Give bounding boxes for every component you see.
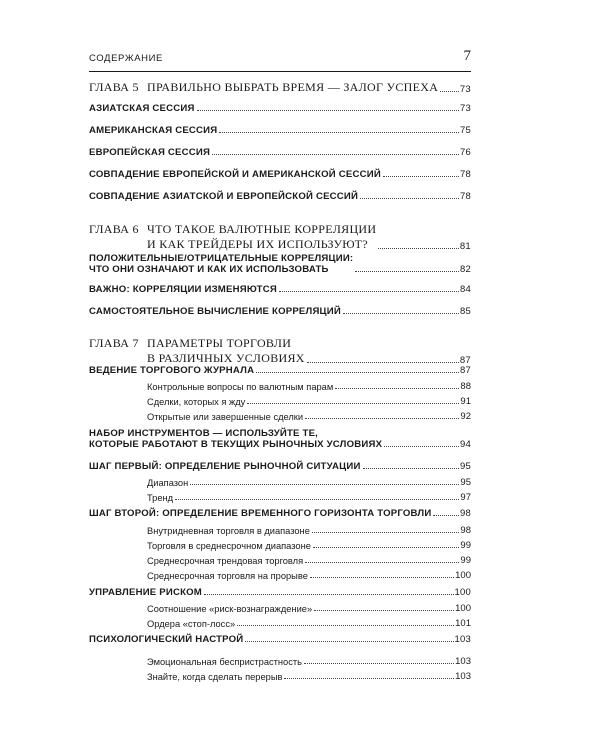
dot-leader xyxy=(245,640,453,642)
dot-leader xyxy=(355,270,459,272)
dot-leader xyxy=(335,387,459,389)
dot-leader xyxy=(305,561,459,563)
toc-subentry-title: Тренд xyxy=(147,493,174,503)
toc-page: 98 xyxy=(460,508,471,519)
toc-entry[interactable] xyxy=(89,365,471,376)
dot-leader xyxy=(247,402,459,404)
dot-leader xyxy=(219,131,459,133)
dot-leader xyxy=(197,109,459,111)
chapter-title-line1: ЧТО ТАКОЕ ВАЛЮТНЫЕ КОРРЕЛЯЦИИ xyxy=(147,222,377,236)
toc-entry[interactable] xyxy=(89,253,471,275)
toc-entry[interactable] xyxy=(89,191,471,202)
chapter-number: ГЛАВА 5 xyxy=(89,80,139,94)
toc-chapter-5[interactable] xyxy=(89,80,471,95)
toc-subentry-title: Контрольные вопросы по валютным парам xyxy=(147,382,334,392)
toc-page: 99 xyxy=(460,540,471,551)
toc-page: 87 xyxy=(460,365,471,376)
toc-entry-title: СОВПАДЕНИЕ ЕВРОПЕЙСКОЙ И АМЕРИКАНСКОЙ СЕССИЙ xyxy=(89,169,381,180)
toc-entry[interactable] xyxy=(89,634,471,645)
toc-page: 76 xyxy=(460,147,471,158)
dot-leader xyxy=(305,417,459,419)
toc-subentry[interactable] xyxy=(147,411,471,422)
dot-leader xyxy=(307,361,459,363)
toc-page: 103 xyxy=(455,671,471,682)
toc-page: 84 xyxy=(460,284,471,295)
toc-entry[interactable] xyxy=(89,461,471,472)
toc-page: 94 xyxy=(460,439,471,450)
toc-entry-title-line1: ПОЛОЖИТЕЛЬНЫЕ/ОТРИЦАТЕЛЬНЫЕ КОРРЕЛЯЦИИ: xyxy=(89,253,354,264)
toc-subentry-title: Среднесрочная трендовая торговля xyxy=(147,556,304,566)
toc-entry-title-line2: КОТОРЫЕ РАБОТАЮТ В ТЕКУЩИХ РЫНОЧНЫХ УСЛОВИЯХ xyxy=(89,439,383,450)
dot-leader xyxy=(279,290,459,292)
toc-page: 75 xyxy=(460,125,471,136)
dot-leader xyxy=(378,247,458,249)
toc-page: 85 xyxy=(460,306,471,317)
toc-page: 88 xyxy=(460,381,471,392)
dot-leader xyxy=(384,445,459,447)
toc-subentry[interactable] xyxy=(147,381,471,392)
toc-entry-title-line1: НАБОР ИНСТРУМЕНТОВ — ИСПОЛЬЗУЙТЕ ТЕ, xyxy=(89,428,319,439)
toc-subentry[interactable] xyxy=(147,492,471,503)
chapter-title-line2: И КАК ТРЕЙДЕРЫ ИХ ИСПОЛЬЗУЮТ? xyxy=(147,237,368,251)
toc-entry[interactable] xyxy=(89,508,471,519)
toc-page: 99 xyxy=(460,555,471,566)
toc-chapter-6[interactable] xyxy=(89,222,471,252)
toc-page: 73 xyxy=(460,103,471,114)
dot-leader xyxy=(284,677,454,679)
toc-subentry[interactable] xyxy=(147,656,471,667)
toc-entry-title: ШАГ ВТОРОЙ: ОПРЕДЕЛЕНИЕ ВРЕМЕННОГО ГОРИЗОНТА ТОРГОВЛИ xyxy=(89,508,432,519)
toc-entry-title: АМЕРИКАНСКАЯ СЕССИЯ xyxy=(89,125,218,136)
toc-page: 103 xyxy=(454,634,471,645)
dot-leader xyxy=(256,371,459,373)
toc-page: 97 xyxy=(460,492,471,503)
toc-entry-title: ВЕДЕНИЕ ТОРГОВОГО ЖУРНАЛА xyxy=(89,365,255,376)
dot-leader xyxy=(237,624,454,626)
toc-entry-title: АЗИАТСКАЯ СЕССИЯ xyxy=(89,103,195,114)
toc-subentry-title: Открытые или завершенные сделки xyxy=(147,412,304,422)
toc-subentry[interactable] xyxy=(147,671,471,682)
dot-leader xyxy=(440,90,459,92)
toc-subentry[interactable] xyxy=(147,540,471,551)
header-rule xyxy=(89,71,471,72)
toc-entry[interactable] xyxy=(89,103,471,114)
toc-page: 73 xyxy=(459,84,471,95)
toc-chapter-7[interactable] xyxy=(89,336,471,366)
toc-subentry-title: Сделки, которых я жду xyxy=(147,397,246,407)
toc-entry-title: ШАГ ПЕРВЫЙ: ОПРЕДЕЛЕНИЕ РЫНОЧНОЙ СИТУАЦИИ xyxy=(89,461,361,472)
toc-entry-title: ВАЖНО: КОРРЕЛЯЦИИ ИЗМЕНЯЮТСЯ xyxy=(89,284,277,295)
chapter-title: ПРАВИЛЬНО ВЫБРАТЬ ВРЕМЯ — ЗАЛОГ УСПЕХА xyxy=(147,80,439,94)
toc-subentry[interactable] xyxy=(147,477,471,488)
chapter-title-line2: В РАЗЛИЧНЫХ УСЛОВИЯХ xyxy=(147,351,305,365)
toc-subentry-title: Торговля в среднесрочном диапазоне xyxy=(147,541,311,551)
toc-page: 81 xyxy=(459,241,471,252)
dot-leader xyxy=(363,467,459,469)
toc-entry-title: ПСИХОЛОГИЧЕСКИЙ НАСТРОЙ xyxy=(89,634,244,645)
dot-leader xyxy=(212,153,459,155)
toc-subentry[interactable] xyxy=(147,525,471,536)
toc-subentry-title: Диапазон xyxy=(147,478,189,488)
toc-entry[interactable] xyxy=(89,428,471,450)
dot-leader xyxy=(383,175,459,177)
toc-subentry[interactable] xyxy=(147,603,471,614)
toc-page: 95 xyxy=(460,477,471,488)
toc-entry[interactable] xyxy=(89,306,471,317)
toc-entry[interactable] xyxy=(89,587,471,598)
toc-entry-title: ЕВРОПЕЙСКАЯ СЕССИЯ xyxy=(89,147,211,158)
page-header xyxy=(89,48,471,68)
dot-leader xyxy=(175,498,459,500)
toc-page: 100 xyxy=(455,603,471,614)
toc-entry[interactable] xyxy=(89,169,471,180)
running-header-title: СОДЕРЖАНИЕ xyxy=(89,53,163,64)
page-number: 7 xyxy=(463,48,471,64)
toc-page: 92 xyxy=(460,411,471,422)
toc-page: 98 xyxy=(460,525,471,536)
toc-page: 103 xyxy=(455,656,471,667)
toc-entry-title-line2: ЧТО ОНИ ОЗНАЧАЮТ И КАК ИХ ИСПОЛЬЗОВАТЬ xyxy=(89,264,329,275)
toc-entry-title: УПРАВЛЕНИЕ РИСКОМ xyxy=(89,587,202,598)
dot-leader xyxy=(360,197,459,199)
toc-entry[interactable] xyxy=(89,125,471,136)
toc-subentry-title: Ордера «стоп-лосс» xyxy=(147,619,236,629)
toc-subentry-title: Среднесрочная торговля на прорыве xyxy=(147,571,308,581)
dot-leader xyxy=(190,483,459,485)
toc-entry-title: САМОСТОЯТЕЛЬНОЕ ВЫЧИСЛЕНИЕ КОРРЕЛЯЦИЙ xyxy=(89,306,341,317)
toc-page: 100 xyxy=(454,587,471,598)
toc-subentry-title: Внутридневная торговля в диапазоне xyxy=(147,526,310,536)
toc-entry-title: СОВПАДЕНИЕ АЗИАТСКОЙ И ЕВРОПЕЙСКОЙ СЕССИЙ xyxy=(89,191,359,202)
toc-page: 95 xyxy=(460,461,471,472)
toc-subentry-title: Эмоциональная беспристрастность xyxy=(147,657,302,667)
dot-leader xyxy=(310,576,454,578)
toc-subentry[interactable] xyxy=(147,618,471,629)
dot-leader xyxy=(433,514,459,516)
toc-subentry[interactable] xyxy=(147,555,471,566)
toc-subentry-title: Знайте, когда сделать перерыв xyxy=(147,672,283,682)
chapter-number: ГЛАВА 6 xyxy=(89,222,139,236)
toc-entry[interactable] xyxy=(89,147,471,158)
dot-leader xyxy=(313,546,460,548)
toc-entry[interactable] xyxy=(89,284,471,295)
toc-page: 100 xyxy=(455,570,471,581)
toc-page: 101 xyxy=(455,618,471,629)
toc-page: 78 xyxy=(460,169,471,180)
toc-page: 91 xyxy=(460,396,471,407)
dot-leader xyxy=(312,531,460,533)
dot-leader xyxy=(314,609,454,611)
dot-leader xyxy=(204,593,454,595)
toc-page: 87 xyxy=(459,355,471,366)
toc-page: 82 xyxy=(460,264,471,275)
toc-page: 78 xyxy=(460,191,471,202)
dot-leader xyxy=(343,312,459,314)
toc-subentry[interactable] xyxy=(147,396,471,407)
dot-leader xyxy=(304,662,454,664)
toc-subentry[interactable] xyxy=(147,570,471,581)
toc-subentry-title: Соотношение «риск-вознаграждение» xyxy=(147,604,313,614)
chapter-title-line1: ПАРАМЕТРЫ ТОРГОВЛИ xyxy=(147,336,292,350)
chapter-number: ГЛАВА 7 xyxy=(89,336,139,350)
